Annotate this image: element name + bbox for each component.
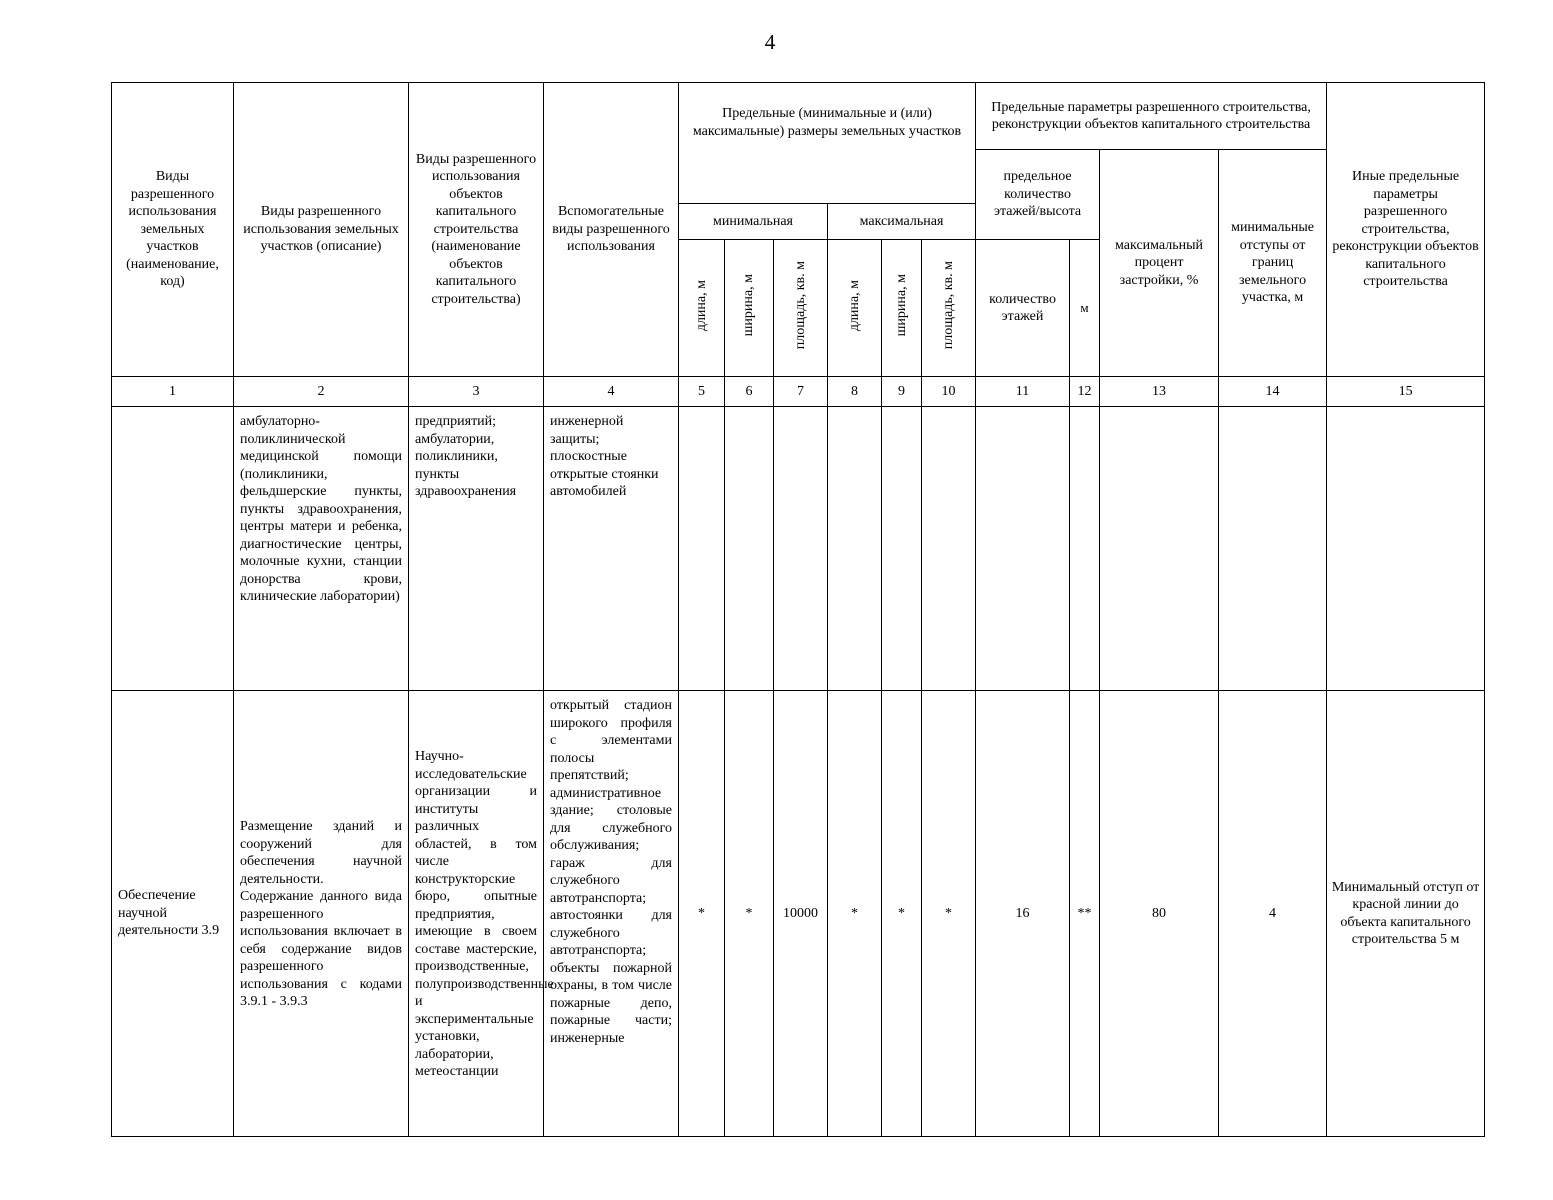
column-number: 15 bbox=[1327, 377, 1485, 407]
page-number: 4 bbox=[764, 30, 776, 54]
row2-min-width: * bbox=[725, 691, 774, 1137]
column-number: 12 bbox=[1070, 377, 1100, 407]
row2-min-setback: 4 bbox=[1219, 691, 1327, 1137]
column-number: 6 bbox=[725, 377, 774, 407]
header-col3: Виды разрешенного использования объектов капитального строительства (наименование объектов капитального строительства) bbox=[409, 83, 544, 377]
header-min-width: ширина, м bbox=[725, 240, 774, 377]
header-floors-height: предельное количество этажей/высота bbox=[976, 150, 1100, 240]
header-plot-sizes-group: Предельные (минимальные и (или) максимальные) размеры земельных участков bbox=[679, 83, 976, 204]
column-number: 8 bbox=[828, 377, 882, 407]
header-col1: Виды разрешенного использования земельных участков (наименование, код) bbox=[112, 83, 234, 377]
table-row bbox=[112, 407, 1485, 691]
row2-max-width: * bbox=[882, 691, 922, 1137]
header-min-setback: минимальные отступы от границ земельного участка, м bbox=[1219, 150, 1327, 377]
row2-capital-objects: Научно- исследовательские организации и институты различных областей, в том числе конструкторские бюро, опытные предприятия, имеющие в своем составе мастерские, производственные, полупроизводственные и экспериментальные установки, лаборатории, метеостанции bbox=[409, 691, 544, 1137]
column-number: 10 bbox=[922, 377, 976, 407]
header-floors: количество этажей bbox=[976, 240, 1070, 377]
header-minimal: минимальная bbox=[679, 204, 828, 240]
column-number: 7 bbox=[774, 377, 828, 407]
row1-auxiliary-uses: инженерной защиты; плоскостные открытые стоянки автомобилей bbox=[544, 407, 679, 691]
row2-max-length: * bbox=[828, 691, 882, 1137]
column-number: 5 bbox=[679, 377, 725, 407]
header-maximal: максимальная bbox=[828, 204, 976, 240]
row2-max-area: * bbox=[922, 691, 976, 1137]
header-max-length: длина, м bbox=[828, 240, 882, 377]
column-number: 1 bbox=[112, 377, 234, 407]
row1-description: амбулаторно- поликлинической медицинской помощи (поликлиники, фельдшерские пункты, пункты здравоохранения, центры матери и ребенка, диагностические центры, молочные кухни, станции донорства крови, клинические лаборатории) bbox=[234, 407, 409, 691]
row1-capital-objects: предприятий; амбулатории, поликлиники, пункты здравоохранения bbox=[409, 407, 544, 691]
header-row-1 bbox=[112, 83, 1485, 150]
column-number: 14 bbox=[1219, 377, 1327, 407]
regulations-table bbox=[111, 82, 1485, 1137]
header-params-group: Предельные параметры разрешенного строительства, реконструкции объектов капитального строительства bbox=[976, 83, 1327, 150]
row2-height: ** bbox=[1070, 691, 1100, 1137]
header-max-percent: максимальный процент застройки, % bbox=[1100, 150, 1219, 377]
header-meters: м bbox=[1070, 240, 1100, 377]
column-number: 13 bbox=[1100, 377, 1219, 407]
table-row bbox=[112, 691, 1485, 1137]
column-number: 3 bbox=[409, 377, 544, 407]
header-col2: Виды разрешенного использования земельных участков (описание) bbox=[234, 83, 409, 377]
column-number: 4 bbox=[544, 377, 679, 407]
row2-auxiliary-uses: открытый стадион широкого профиля с элементами полосы препятствий; административное здание; столовые для служебного обслуживания; гараж для служебного автотранспорта; автостоянки для служебного автотранспорта; объекты пожарной охраны, в том числе пожарные депо, пожарные части; инженерные bbox=[544, 691, 679, 1137]
column-number: 2 bbox=[234, 377, 409, 407]
row2-land-use-name: Обеспечение научной деятельности 3.9 bbox=[112, 691, 234, 1137]
column-number: 9 bbox=[882, 377, 922, 407]
header-max-area: площадь, кв. м bbox=[922, 240, 976, 377]
header-max-width: ширина, м bbox=[882, 240, 922, 377]
row2-other-params: Минимальный отступ от красной линии до объекта капитального строительства 5 м bbox=[1327, 691, 1485, 1137]
header-col4: Вспомогательные виды разрешенного использования bbox=[544, 83, 679, 377]
header-min-area: площадь, кв. м bbox=[774, 240, 828, 377]
row2-floors: 16 bbox=[976, 691, 1070, 1137]
row2-min-area: 10000 bbox=[774, 691, 828, 1137]
row2-min-length: * bbox=[679, 691, 725, 1137]
row1-land-use-name bbox=[112, 407, 234, 691]
row2-max-percent: 80 bbox=[1100, 691, 1219, 1137]
column-numbers-row bbox=[112, 377, 1485, 407]
header-min-length: длина, м bbox=[679, 240, 725, 377]
header-col15: Иные предельные параметры разрешенного строительства, реконструкции объектов капитального строительства bbox=[1327, 83, 1485, 377]
row2-description: Размещение зданий и сооружений для обеспечения научной деятельности. Содержание данного вида разрешенного использования включает в себя содержание видов разрешенного использования с кодами 3.9.1 - 3.9.3 bbox=[234, 691, 409, 1137]
column-number: 11 bbox=[976, 377, 1070, 407]
